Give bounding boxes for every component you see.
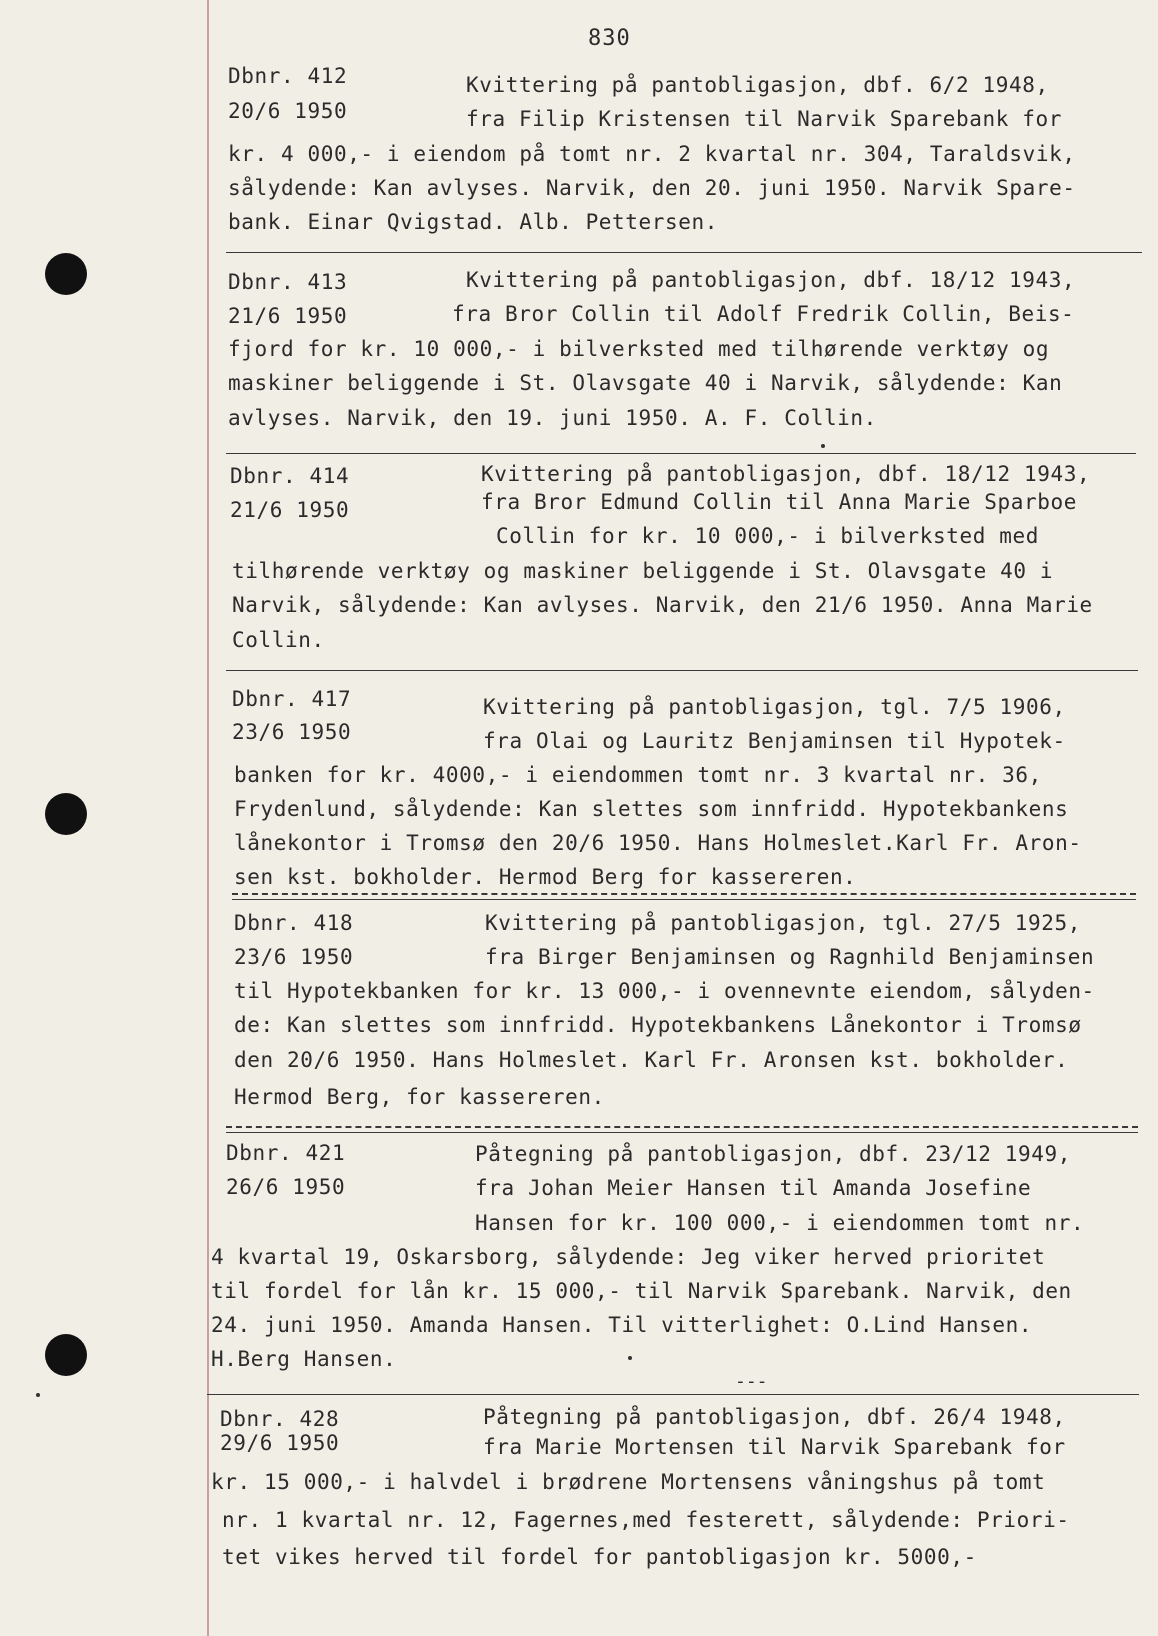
entry-date: 21/6 1950 [230, 498, 350, 522]
entry-date: 23/6 1950 [234, 945, 354, 969]
entry-line: banken for kr. 4000,- i eiendommen tomt nr. 3 kvartal nr. 36, [234, 763, 1042, 787]
ink-speck [628, 1356, 632, 1360]
entry-line: Frydenlund, sålydende: Kan slettes som innfridd. Hypotekbankens [234, 797, 1069, 821]
entry-number: Dbnr. 418 [234, 911, 354, 935]
entry-line: til fordel for lån kr. 15 000,- til Narvik Sparebank. Narvik, den [211, 1279, 1072, 1303]
ink-speck [821, 444, 825, 448]
entry-line: maskiner beliggende i St. Olavsgate 40 i Narvik, sålydende: Kan [228, 371, 1063, 395]
entry-divider [226, 1126, 1138, 1128]
entry-date: 23/6 1950 [232, 720, 352, 744]
entry-line: sålydende: Kan avlyses. Narvik, den 20. juni 1950. Narvik Spare- [228, 176, 1076, 200]
ink-speck [36, 1393, 40, 1397]
entry-line: fra Bror Edmund Collin til Anna Marie Sparboe [481, 490, 1077, 514]
entry-line: Kvittering på pantobligasjon, dbf. 18/12 1943, [481, 462, 1091, 486]
entry-line: lånekontor i Tromsø den 20/6 1950. Hans Holmeslet.Karl Fr. Aron- [234, 831, 1082, 855]
entry-line: Påtegning på pantobligasjon, dbf. 23/12 1949, [475, 1142, 1071, 1166]
entry-line: H.Berg Hansen. [211, 1347, 397, 1371]
entry-number: Dbnr. 414 [230, 464, 350, 488]
entry-line: de: Kan slettes som innfridd. Hypotekbankens Lånekontor i Tromsø [234, 1013, 1082, 1037]
entry-line: Collin. [232, 628, 325, 652]
entry-divider [226, 252, 1142, 253]
entry-line: kr. 4 000,- i eiendom på tomt nr. 2 kvartal nr. 304, Taraldsvik, [228, 142, 1076, 166]
entry-line: fra Birger Benjaminsen og Ragnhild Benjaminsen [485, 945, 1095, 969]
entry-line: Narvik, sålydende: Kan avlyses. Narvik, den 21/6 1950. Anna Marie [232, 593, 1093, 617]
entry-line: Kvittering på pantobligasjon, tgl. 7/5 1906, [483, 695, 1066, 719]
entry-date: 20/6 1950 [228, 99, 348, 123]
entry-number: Dbnr. 417 [232, 687, 352, 711]
entry-line: 24. juni 1950. Amanda Hansen. Til vitterlighet: O.Lind Hansen. [211, 1313, 1033, 1337]
entry-line: Hansen for kr. 100 000,- i eiendommen tomt nr. [475, 1211, 1085, 1235]
entry-line: Collin for kr. 10 000,- i bilverksted med [496, 524, 1039, 548]
entry-line: tet vikes herved til fordel for pantobligasjon kr. 5000,- [222, 1545, 977, 1569]
entry-divider [226, 670, 1138, 671]
entry-divider [226, 1132, 1138, 1133]
punch-hole-bottom [45, 1334, 87, 1376]
entry-line: Påtegning på pantobligasjon, dbf. 26/4 1948, [483, 1405, 1066, 1429]
entry-date: 26/6 1950 [226, 1175, 346, 1199]
entry-number: Dbnr. 412 [228, 64, 348, 88]
entry-line: fjord for kr. 10 000,- i bilverksted med tilhørende verktøy og [228, 337, 1050, 361]
entry-divider [226, 453, 1136, 454]
punch-hole-top [45, 253, 87, 295]
entry-line: sen kst. bokholder. Hermod Berg for kassereren. [234, 865, 857, 889]
entry-line: kr. 15 000,- i halvdel i brødrene Mortensens våningshus på tomt [211, 1470, 1046, 1494]
entry-divider [232, 893, 1136, 895]
entry-number: Dbnr. 421 [226, 1141, 346, 1165]
entry-line: fra Bror Collin til Adolf Fredrik Collin, Beis- [452, 302, 1075, 326]
entry-number: Dbnr. 428 [220, 1407, 340, 1431]
entry-date: 29/6 1950 [220, 1431, 340, 1455]
entry-line: den 20/6 1950. Hans Holmeslet. Karl Fr. Aronsen kst. bokholder. [234, 1048, 1069, 1072]
entry-line: fra Olai og Lauritz Benjaminsen til Hypotek- [483, 729, 1066, 753]
separator-mark: --- [735, 1371, 768, 1392]
entry-line: fra Filip Kristensen til Narvik Sparebank for [466, 107, 1062, 131]
entry-divider [207, 1394, 1139, 1395]
page-number: 830 [588, 26, 631, 51]
entry-line: nr. 1 kvartal nr. 12, Fagernes,med festerett, sålydende: Priori- [222, 1508, 1070, 1532]
punch-hole-middle [45, 793, 87, 835]
entry-line: fra Marie Mortensen til Narvik Sparebank for [483, 1435, 1066, 1459]
entry-number: Dbnr. 413 [228, 270, 348, 294]
entry-line: Hermod Berg, for kassereren. [234, 1085, 605, 1109]
entry-line: Kvittering på pantobligasjon, tgl. 27/5 1925, [485, 911, 1081, 935]
entry-line: Kvittering på pantobligasjon, dbf. 6/2 1948, [466, 73, 1049, 97]
entry-line: avlyses. Narvik, den 19. juni 1950. A. F. Collin. [228, 406, 877, 430]
entry-line: Kvittering på pantobligasjon, dbf. 18/12 1943, [466, 268, 1076, 292]
entry-line: bank. Einar Qvigstad. Alb. Pettersen. [228, 210, 718, 234]
entry-line: tilhørende verktøy og maskiner beliggende i St. Olavsgate 40 i [232, 559, 1054, 583]
entry-line: fra Johan Meier Hansen til Amanda Josefine [475, 1176, 1032, 1200]
entry-divider [232, 899, 1136, 900]
entry-line: til Hypotekbanken for kr. 13 000,- i ovennevnte eiendom, sålyden- [234, 979, 1095, 1003]
margin-line [207, 0, 209, 1636]
entry-date: 21/6 1950 [228, 304, 348, 328]
entry-line: 4 kvartal 19, Oskarsborg, sålydende: Jeg viker herved prioritet [211, 1245, 1046, 1269]
